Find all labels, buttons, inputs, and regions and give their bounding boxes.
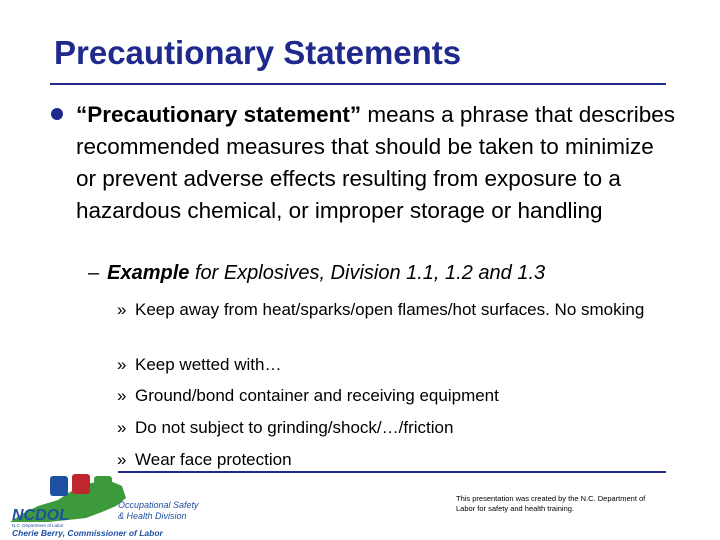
footer-credit: This presentation was created by the N.C. Department of Labor for safety and health training. bbox=[456, 494, 646, 513]
example-subbullet bbox=[88, 262, 688, 285]
list-item bbox=[117, 448, 677, 471]
slide-title: Precautionary Statements bbox=[54, 34, 462, 71]
list-item-text: Keep away from heat/sparks/open flames/hot surfaces. No smoking bbox=[135, 300, 645, 319]
title-underline bbox=[50, 83, 666, 85]
list-item-text: Ground/bond container and receiving equipment bbox=[135, 386, 499, 405]
logo-org: NCDOL bbox=[12, 507, 69, 524]
definition-text: means a phrase that describes recommended measures that should be taken to minimize or prevent adverse effects resulting from exposure to a hazardous chemical, or improper storage or handling bbox=[76, 102, 676, 223]
list-item-text: Wear face protection bbox=[135, 450, 292, 469]
badge-icon bbox=[94, 476, 112, 496]
logo-division-line2: & Health Division bbox=[118, 511, 187, 521]
logo-division-line1: Occupational Safety bbox=[118, 500, 199, 510]
logo-commissioner: Cherie Berry, Commissioner of Labor bbox=[12, 528, 163, 538]
definition-bullet bbox=[76, 99, 676, 227]
logo-dept: N.C. Department of Labor bbox=[12, 523, 64, 528]
example-text: for Explosives, Division 1.1, 1.2 and 1.3 bbox=[189, 262, 546, 284]
badge-icon bbox=[72, 474, 90, 494]
list-item bbox=[117, 416, 677, 439]
list-item-text: Keep wetted with… bbox=[135, 355, 282, 374]
bullet-dot bbox=[51, 108, 63, 120]
badge-icon bbox=[50, 476, 68, 496]
list-marker: » bbox=[117, 418, 127, 437]
list-marker: » bbox=[117, 355, 127, 374]
list-marker: » bbox=[117, 300, 127, 319]
list-marker: » bbox=[117, 450, 127, 469]
sub-dash: – bbox=[88, 262, 100, 284]
list-marker: » bbox=[117, 386, 127, 405]
list-item bbox=[117, 384, 677, 407]
ncdol-logo bbox=[8, 470, 208, 538]
list-item-text: Do not subject to grinding/shock/…/friction bbox=[135, 418, 454, 437]
list-item bbox=[117, 298, 677, 321]
example-label: Example bbox=[107, 262, 190, 284]
list-item bbox=[117, 353, 677, 376]
definition-term: “Precautionary statement” bbox=[76, 102, 362, 127]
